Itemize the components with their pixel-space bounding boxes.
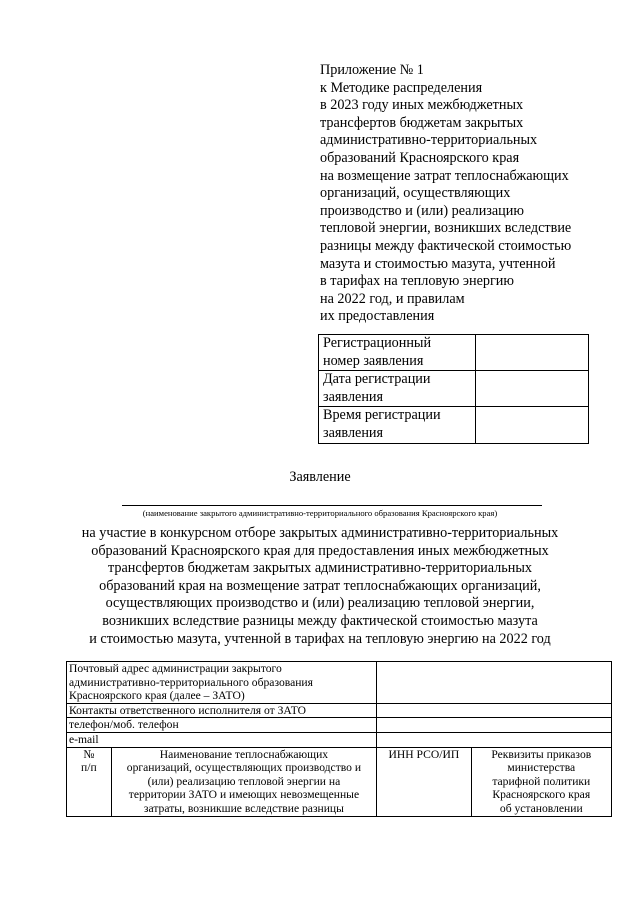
email-label: e-mail bbox=[67, 732, 377, 747]
body-line: на участие в конкурсном отборе закрытых административно-территориальных bbox=[81, 525, 559, 541]
table-row bbox=[67, 718, 612, 733]
table-header-row bbox=[67, 747, 612, 816]
appendix-line: Приложение № 1 bbox=[320, 62, 424, 78]
label-line: Время регистрации bbox=[323, 407, 441, 424]
header-line: затраты, возникшие вследствие разницы bbox=[143, 801, 344, 815]
header-line: (или) реализацию тепловой энергии на bbox=[147, 774, 341, 788]
label-line: Дата регистрации bbox=[323, 371, 431, 388]
label-line: Регистрационный bbox=[323, 335, 432, 351]
body-line: осуществляющих производство и (или) реализацию тепловой энергии, bbox=[105, 595, 535, 612]
header-line: министерства bbox=[507, 761, 576, 775]
table-row bbox=[319, 335, 589, 371]
label-line: Красноярского края (далее – ЗАТО) bbox=[69, 689, 245, 703]
application-table bbox=[66, 661, 612, 817]
registration-number-field[interactable] bbox=[476, 335, 589, 371]
postal-address-field[interactable] bbox=[377, 662, 612, 704]
column-header-inn: ИНН РСО/ИП bbox=[377, 747, 471, 816]
table-row bbox=[319, 407, 589, 443]
municipality-name-caption: (наименование закрытого административно-территориального образования Красноярского края) bbox=[142, 508, 498, 518]
body-line: образований края на возмещение затрат теплоснабжающих организаций, bbox=[99, 577, 541, 594]
appendix-line: производство и (или) реализацию bbox=[320, 202, 524, 219]
appendix-line: на возмещение затрат теплоснабжающих bbox=[320, 167, 569, 184]
registration-label bbox=[319, 371, 476, 407]
registration-time-field[interactable] bbox=[476, 407, 589, 443]
label-line: заявления bbox=[323, 388, 384, 405]
header-line: Наименование теплоснабжающих bbox=[159, 747, 329, 761]
column-header-number bbox=[67, 747, 112, 816]
table-row bbox=[67, 703, 612, 718]
header-line: Красноярского края bbox=[492, 788, 591, 802]
appendix-heading bbox=[320, 62, 620, 326]
header-line: территории ЗАТО и имеющих невозмещенные bbox=[128, 788, 360, 802]
contacts-field[interactable] bbox=[377, 703, 612, 718]
registration-table bbox=[318, 334, 589, 444]
phone-field[interactable] bbox=[377, 718, 612, 733]
label-line: административно-территориального образования bbox=[69, 675, 313, 689]
appendix-line: к Методике распределения bbox=[320, 79, 483, 96]
column-header-organization bbox=[111, 747, 376, 816]
header-line: тарифной политики bbox=[492, 774, 591, 788]
appendix-line: тепловой энергии, возникших вследствие bbox=[320, 220, 572, 237]
postal-address-label bbox=[67, 662, 377, 704]
contacts-label: Контакты ответственного исполнителя от ЗАТО bbox=[67, 703, 377, 718]
appendix-line: мазута и стоимостью мазута, учтенной bbox=[320, 255, 556, 272]
body-line: образований Красноярского края для предоставления иных межбюджетных bbox=[91, 542, 549, 559]
body-line: трансфертов бюджетам закрытых административно-территориальных bbox=[108, 560, 532, 577]
appendix-line: в 2023 году иных межбюджетных bbox=[320, 97, 524, 114]
application-title: Заявление bbox=[289, 469, 351, 485]
header-line: Реквизиты приказов bbox=[491, 747, 592, 761]
registration-label bbox=[319, 407, 476, 443]
appendix-line: административно-территориальных bbox=[320, 132, 538, 149]
label-line: Почтовый адрес администрации закрытого bbox=[69, 662, 282, 675]
header-line: об установлении bbox=[499, 801, 583, 815]
table-row bbox=[67, 662, 612, 704]
label-line: номер заявления bbox=[323, 352, 424, 369]
appendix-line: в тарифах на тепловую энергию bbox=[320, 273, 514, 290]
municipality-name-line[interactable] bbox=[122, 505, 542, 506]
body-line: и стоимостью мазута, учтенной в тарифах на тепловую энергию на 2022 год bbox=[89, 630, 551, 647]
appendix-line: на 2022 год, и правилам bbox=[320, 290, 465, 307]
application-purpose-text bbox=[0, 525, 640, 648]
registration-label bbox=[319, 335, 476, 371]
appendix-line: организаций, осуществляющих bbox=[320, 185, 511, 202]
header-line: п/п bbox=[81, 761, 97, 775]
body-line: возникших вследствие разницы между фактической стоимостью мазута bbox=[102, 612, 538, 629]
phone-label: телефон/моб. телефон bbox=[67, 718, 377, 733]
appendix-line: разницы между фактической стоимостью bbox=[320, 237, 572, 254]
registration-date-field[interactable] bbox=[476, 371, 589, 407]
header-line: № bbox=[83, 747, 95, 761]
column-header-orders bbox=[471, 747, 611, 816]
appendix-line: образований Красноярского края bbox=[320, 149, 520, 166]
label-line: заявления bbox=[323, 424, 384, 441]
appendix-line: трансфертов бюджетам закрытых bbox=[320, 114, 524, 131]
header-line: организаций, осуществляющих производство и bbox=[126, 761, 362, 775]
table-row bbox=[319, 371, 589, 407]
table-row bbox=[67, 732, 612, 747]
appendix-line: их предоставления bbox=[320, 308, 435, 325]
email-field[interactable] bbox=[377, 732, 612, 747]
